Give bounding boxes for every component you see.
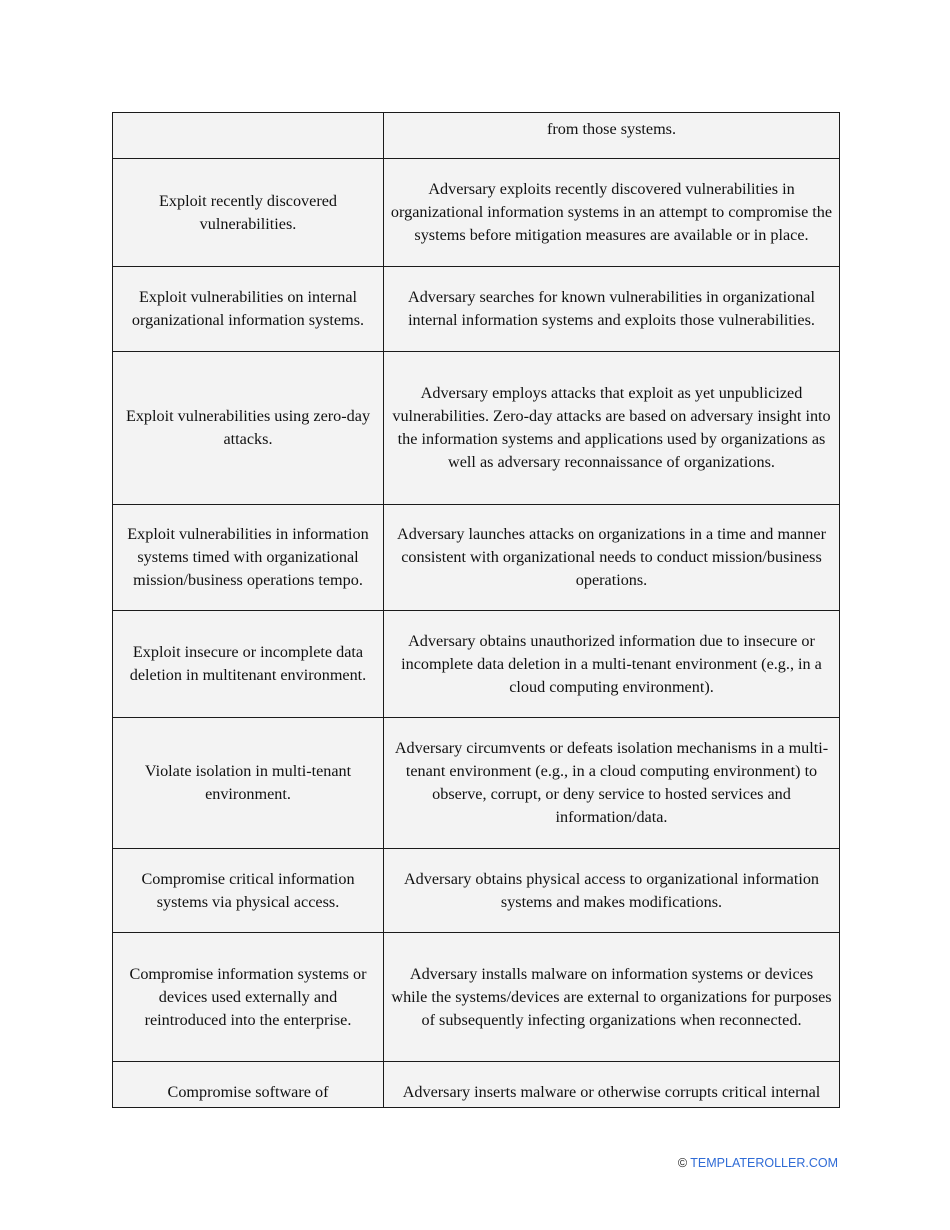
threat-description-cell: Adversary employs attacks that exploit as yet unpublicized vulnerabilities. Zero-day attacks are based on adversary insight into the information systems and applications used by organizations as well as adversary reconnaissance of organizations.	[384, 352, 840, 505]
threat-action-cell: Exploit vulnerabilities on internal organizational information systems.	[113, 267, 384, 352]
table-row	[113, 611, 840, 718]
threat-action-cell: Violate isolation in multi-tenant environment.	[113, 718, 384, 849]
table-row	[113, 933, 840, 1062]
threat-action-cell: Exploit vulnerabilities in information systems timed with organizational mission/business operations tempo.	[113, 505, 384, 611]
table-row	[113, 1062, 840, 1108]
table-row	[113, 505, 840, 611]
table-row	[113, 159, 840, 267]
threat-description-cell: from those systems.	[384, 113, 840, 159]
threat-action-cell: Exploit recently discovered vulnerabilities.	[113, 159, 384, 267]
threat-action-cell: Compromise software of	[113, 1062, 384, 1108]
footer-watermark	[678, 1156, 838, 1170]
templateroller-link[interactable]: TEMPLATEROLLER.COM	[690, 1156, 838, 1170]
threat-action-cell: Exploit vulnerabilities using zero-day attacks.	[113, 352, 384, 505]
table-row	[113, 113, 840, 159]
threat-description-cell: Adversary launches attacks on organizations in a time and manner consistent with organizational needs to conduct mission/business operations.	[384, 505, 840, 611]
threat-description-cell: Adversary obtains physical access to organizational information systems and makes modifications.	[384, 849, 840, 933]
threat-action-cell: Compromise information systems or devices used externally and reintroduced into the enterprise.	[113, 933, 384, 1062]
threat-description-cell: Adversary exploits recently discovered vulnerabilities in organizational information systems in an attempt to compromise the systems before mitigation measures are available or in place.	[384, 159, 840, 267]
threat-events-table	[112, 112, 840, 1108]
copyright-symbol: ©	[677, 1156, 688, 1170]
threat-action-cell: Exploit insecure or incomplete data deletion in multitenant environment.	[113, 611, 384, 718]
table-row	[113, 352, 840, 505]
threat-action-cell	[113, 113, 384, 159]
table-row	[113, 849, 840, 933]
table-row	[113, 267, 840, 352]
table-row	[113, 718, 840, 849]
threat-description-cell: Adversary searches for known vulnerabilities in organizational internal information systems and exploits those vulnerabilities.	[384, 267, 840, 352]
threat-description-cell: Adversary circumvents or defeats isolation mechanisms in a multi-tenant environment (e.g., in a cloud computing environment) to observe, corrupt, or deny service to hosted services and information/data.	[384, 718, 840, 849]
threat-description-cell: Adversary installs malware on information systems or devices while the systems/devices are external to organizations for purposes of subsequently infecting organizations when reconnected.	[384, 933, 840, 1062]
threat-description-cell: Adversary obtains unauthorized information due to insecure or incomplete data deletion in a multi-tenant environment (e.g., in a cloud computing environment).	[384, 611, 840, 718]
threat-description-cell: Adversary inserts malware or otherwise corrupts critical internal	[384, 1062, 840, 1108]
threat-action-cell: Compromise critical information systems via physical access.	[113, 849, 384, 933]
